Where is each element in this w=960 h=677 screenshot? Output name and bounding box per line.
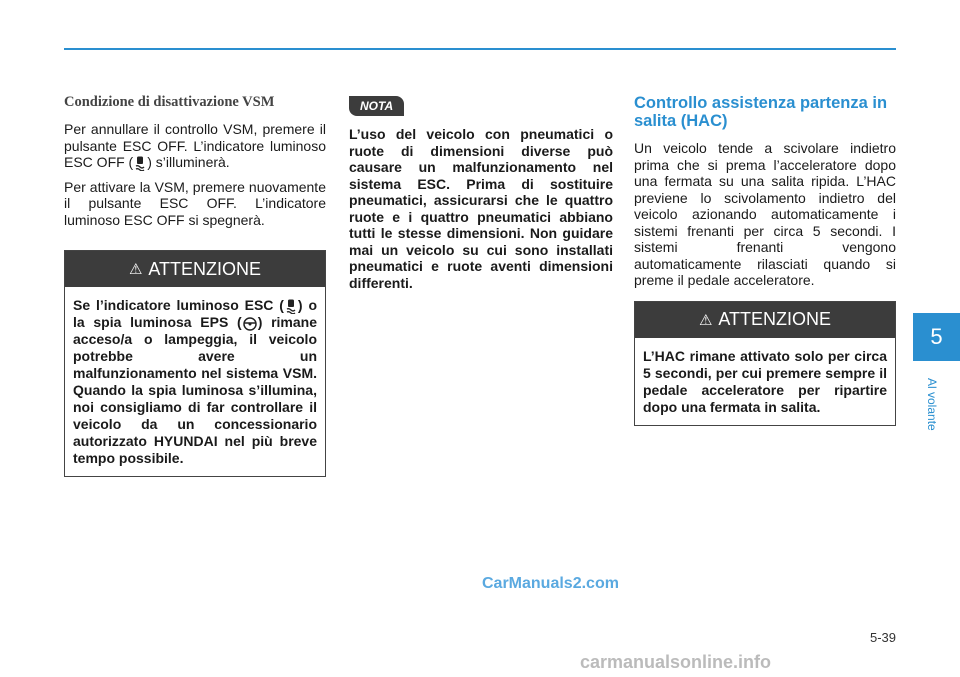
eps-steering-icon: [242, 316, 258, 331]
esc-off-icon: [284, 299, 298, 314]
paragraph-esc-off: Per annullare il controllo VSM, premere il pulsante ESC OFF. L’indicatore luminoso ESC OFF ( ) s’illuminerà.: [64, 121, 326, 170]
warning-text: L’HAC rimane attivato solo per circa 5 secondi, per cui premere sempre il pedale acceleratore per ripartire dopo una fermata in salita.: [643, 347, 887, 415]
paragraph-esc-on: Per attivare la VSM, premere nuovamente il pulsante ESC OFF. L’indicatore luminoso ESC OFF si spegnerà.: [64, 178, 326, 228]
warning-box-hac: [634, 301, 896, 426]
warning-header: ⚠ ATTENZIONE: [635, 302, 895, 338]
warning-text: Se l’indicatore luminoso ESC ( ) o la spia luminosa EPS ( ) rimane acceso/a o lampeggia, il veicolo potrebbe avere un malfunzionamento nel sistema VSM. Quando la spia luminosa s’illumina, noi consigliamo di far controllare il veicolo da un concessionario autorizzato HYUNDAI nel più breve tempo possibile.: [73, 297, 317, 467]
section-title: Condizione di disattivazione VSM: [64, 94, 275, 110]
note-badge: NOTA: [349, 96, 404, 116]
column-hac: [634, 92, 896, 426]
section-heading-hac: Controllo assistenza partenza in salita (HAC): [634, 94, 888, 130]
esc-off-icon: [133, 156, 147, 171]
column-vsm-deactivation: [64, 92, 326, 477]
header-rule: [64, 48, 896, 50]
note-text: L’uso del veicolo con pneumatici o ruote di dimensioni diverse può causare un malfunzionamento nel sistema ESC. Prima di sostituire pneumatici, assicurarsi che le quattro ruote e i quattro pneumatici abbiano tutti le stesse dimensioni. Non guidare mai un veicolo su cui sono installati pneumatici e ruote aventi dimensioni differenti.: [349, 126, 613, 291]
chapter-label: Al volante: [925, 377, 939, 431]
column-note: [349, 92, 613, 299]
warning-header: ⚠ ATTENZIONE: [65, 251, 325, 287]
paragraph-hac: Un veicolo tende a scivolare indietro prima che si prema l’acceleratore dopo una fermata su una salita ripida. L’HAC previene lo scivolamento indietro del veicolo azionando automaticamente i sistemi frenanti per circa 5 secondi. I sistemi frenanti vengono automaticamente rilasciati quando si preme il pedale acceleratore.: [634, 140, 896, 288]
watermark-bottom: carmanualsonline.info: [580, 652, 772, 672]
watermark-top: CarManuals2.com: [482, 575, 619, 592]
page-number: 5-39: [869, 630, 896, 645]
warning-triangle-icon: ⚠: [698, 311, 713, 329]
warning-box-esc: [64, 250, 326, 477]
warning-triangle-icon: ⚠: [128, 261, 143, 279]
chapter-tab: 5: [913, 313, 960, 361]
